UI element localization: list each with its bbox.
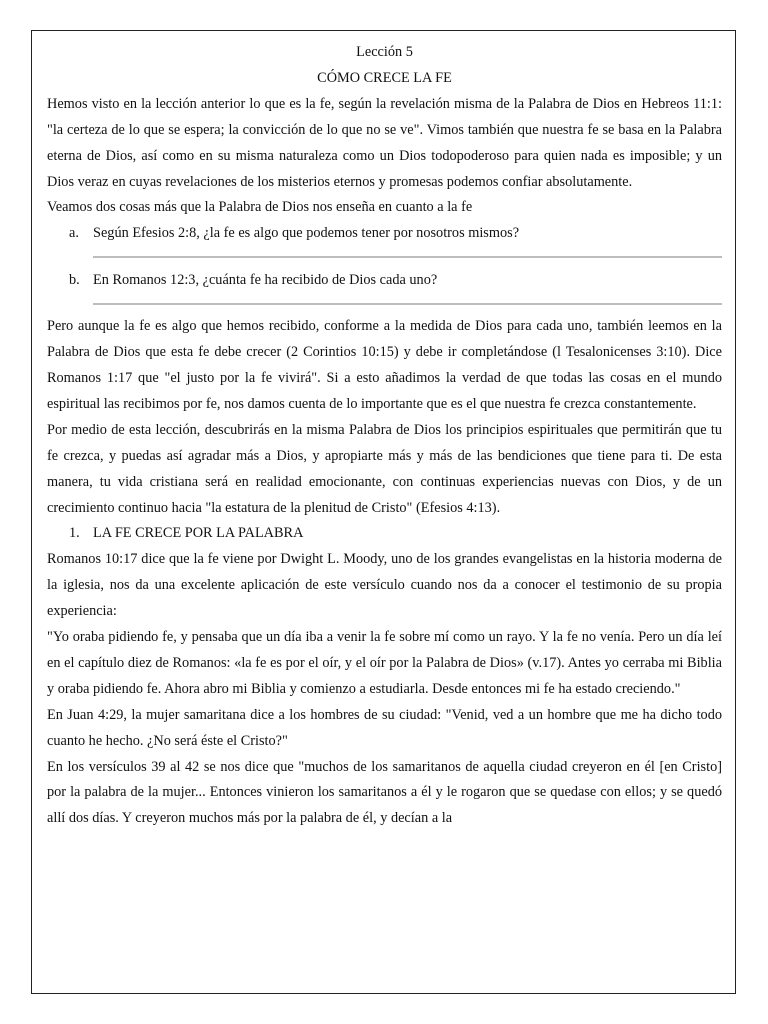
- quote-paragraph: "Yo oraba pidiendo fe, y pensaba que un día iba a venir la fe sobre mí como un rayo. Y la fe no venía. Pero un día leí en el capítulo diez de Romanos: «la fe es por el oír, y el oír por la Palabra de Dios» (v.17). Antes yo cerraba mi Biblia y oraba pidiendo fe. Ahora abro mi Biblia y comienzo a estudiarla. Desde entonces mi fe ha estado creciendo.": [47, 629, 722, 697]
- section-title: LA FE CRECE POR LA PALABRA: [93, 525, 304, 542]
- section-heading: [47, 521, 722, 547]
- lesson-number: Lección 5: [356, 44, 413, 60]
- answer-line-a[interactable]: [93, 256, 722, 258]
- question-letter: b.: [69, 272, 80, 289]
- section-paragraph: En los versículos 39 al 42 se nos dice que "muchos de los samaritanos de aquella ciudad creyeron en él [en Cristo] por la palabra de la mujer... Entonces vinieron los samaritanos a él y le rogaron que se quedase con ellos; y se quedó allí dos días. Y creyeron muchos más por la palabra de él, y decían a la: [47, 758, 722, 827]
- question-text: Según Efesios 2:8, ¿la fe es algo que podemos tener por nosotros mismos?: [93, 225, 520, 242]
- question-a: [47, 221, 722, 247]
- answer-line-b[interactable]: [93, 303, 722, 305]
- question-text: En Romanos 12:3, ¿cuánta fe ha recibido de Dios cada uno?: [93, 272, 438, 289]
- body-paragraph: Por medio de esta lección, descubrirás en la misma Palabra de Dios los principios espirituales que permitirán que tu fe crezca, y puedas así agradar más a Dios, y apropiarte más y más de las bendiciones que tiene para ti. De esta manera, tu vida cristiana será en realidad emocionante, con continuas experiencias nuevas con Dios, y de un crecimiento continuo hacia "la estatura de la plenitud de Cristo" (Efesios 4:13).: [47, 421, 722, 516]
- intro-paragraph: Hemos visto en la lección anterior lo que es la fe, según la revelación misma de la Palabra de Dios en Hebreos 11:1: "la certeza de lo que se espera; la convicción de lo que no se ve". Vimos también que nuestra fe se basa en la Palabra eterna de Dios, así como en su misma naturaleza como un Dios todopoderoso para quien nada es imposible; y un Dios veraz en cuyas revelaciones de los misterios eternos y promesas podemos confiar absolutamente.: [47, 95, 722, 190]
- body-paragraph: Pero aunque la fe es algo que hemos recibido, conforme a la medida de Dios para cada uno, también leemos en la Palabra de Dios que esta fe debe crecer (2 Corintios 10:15) y debe ir completándose (l Tesalonicenses 3:10). Dice Romanos 1:17 que "el justo por la fe vivirá". Si a esto añadimos la verdad de que todas las cosas en el mundo espiritual las recibimos por fe, nos damos cuenta de lo importante que es el que nuestra fe crezca constantemente.: [47, 318, 722, 412]
- question-b: [47, 268, 722, 294]
- intro-lead-paragraph: Veamos dos cosas más que la Palabra de Dios nos enseña en cuanto a la fe: [47, 199, 473, 216]
- lesson-title: CÓMO CRECE LA FE: [317, 69, 452, 86]
- section-number: 1.: [69, 525, 80, 542]
- section-paragraph: Romanos 10:17 dice que la fe viene por Dwight L. Moody, uno de los grandes evangelistas en la historia moderna de la iglesia, nos da una excelente aplicación de este versículo cuando nos da a conocer el testimonio de su propia experiencia:: [47, 551, 722, 620]
- question-letter: a.: [69, 225, 79, 242]
- section-paragraph: En Juan 4:29, la mujer samaritana dice a los hombres de su ciudad: "Venid, ved a un hombre que me ha dicho todo cuanto he hecho. ¿No será éste el Cristo?": [47, 706, 722, 749]
- document-body: [47, 40, 722, 832]
